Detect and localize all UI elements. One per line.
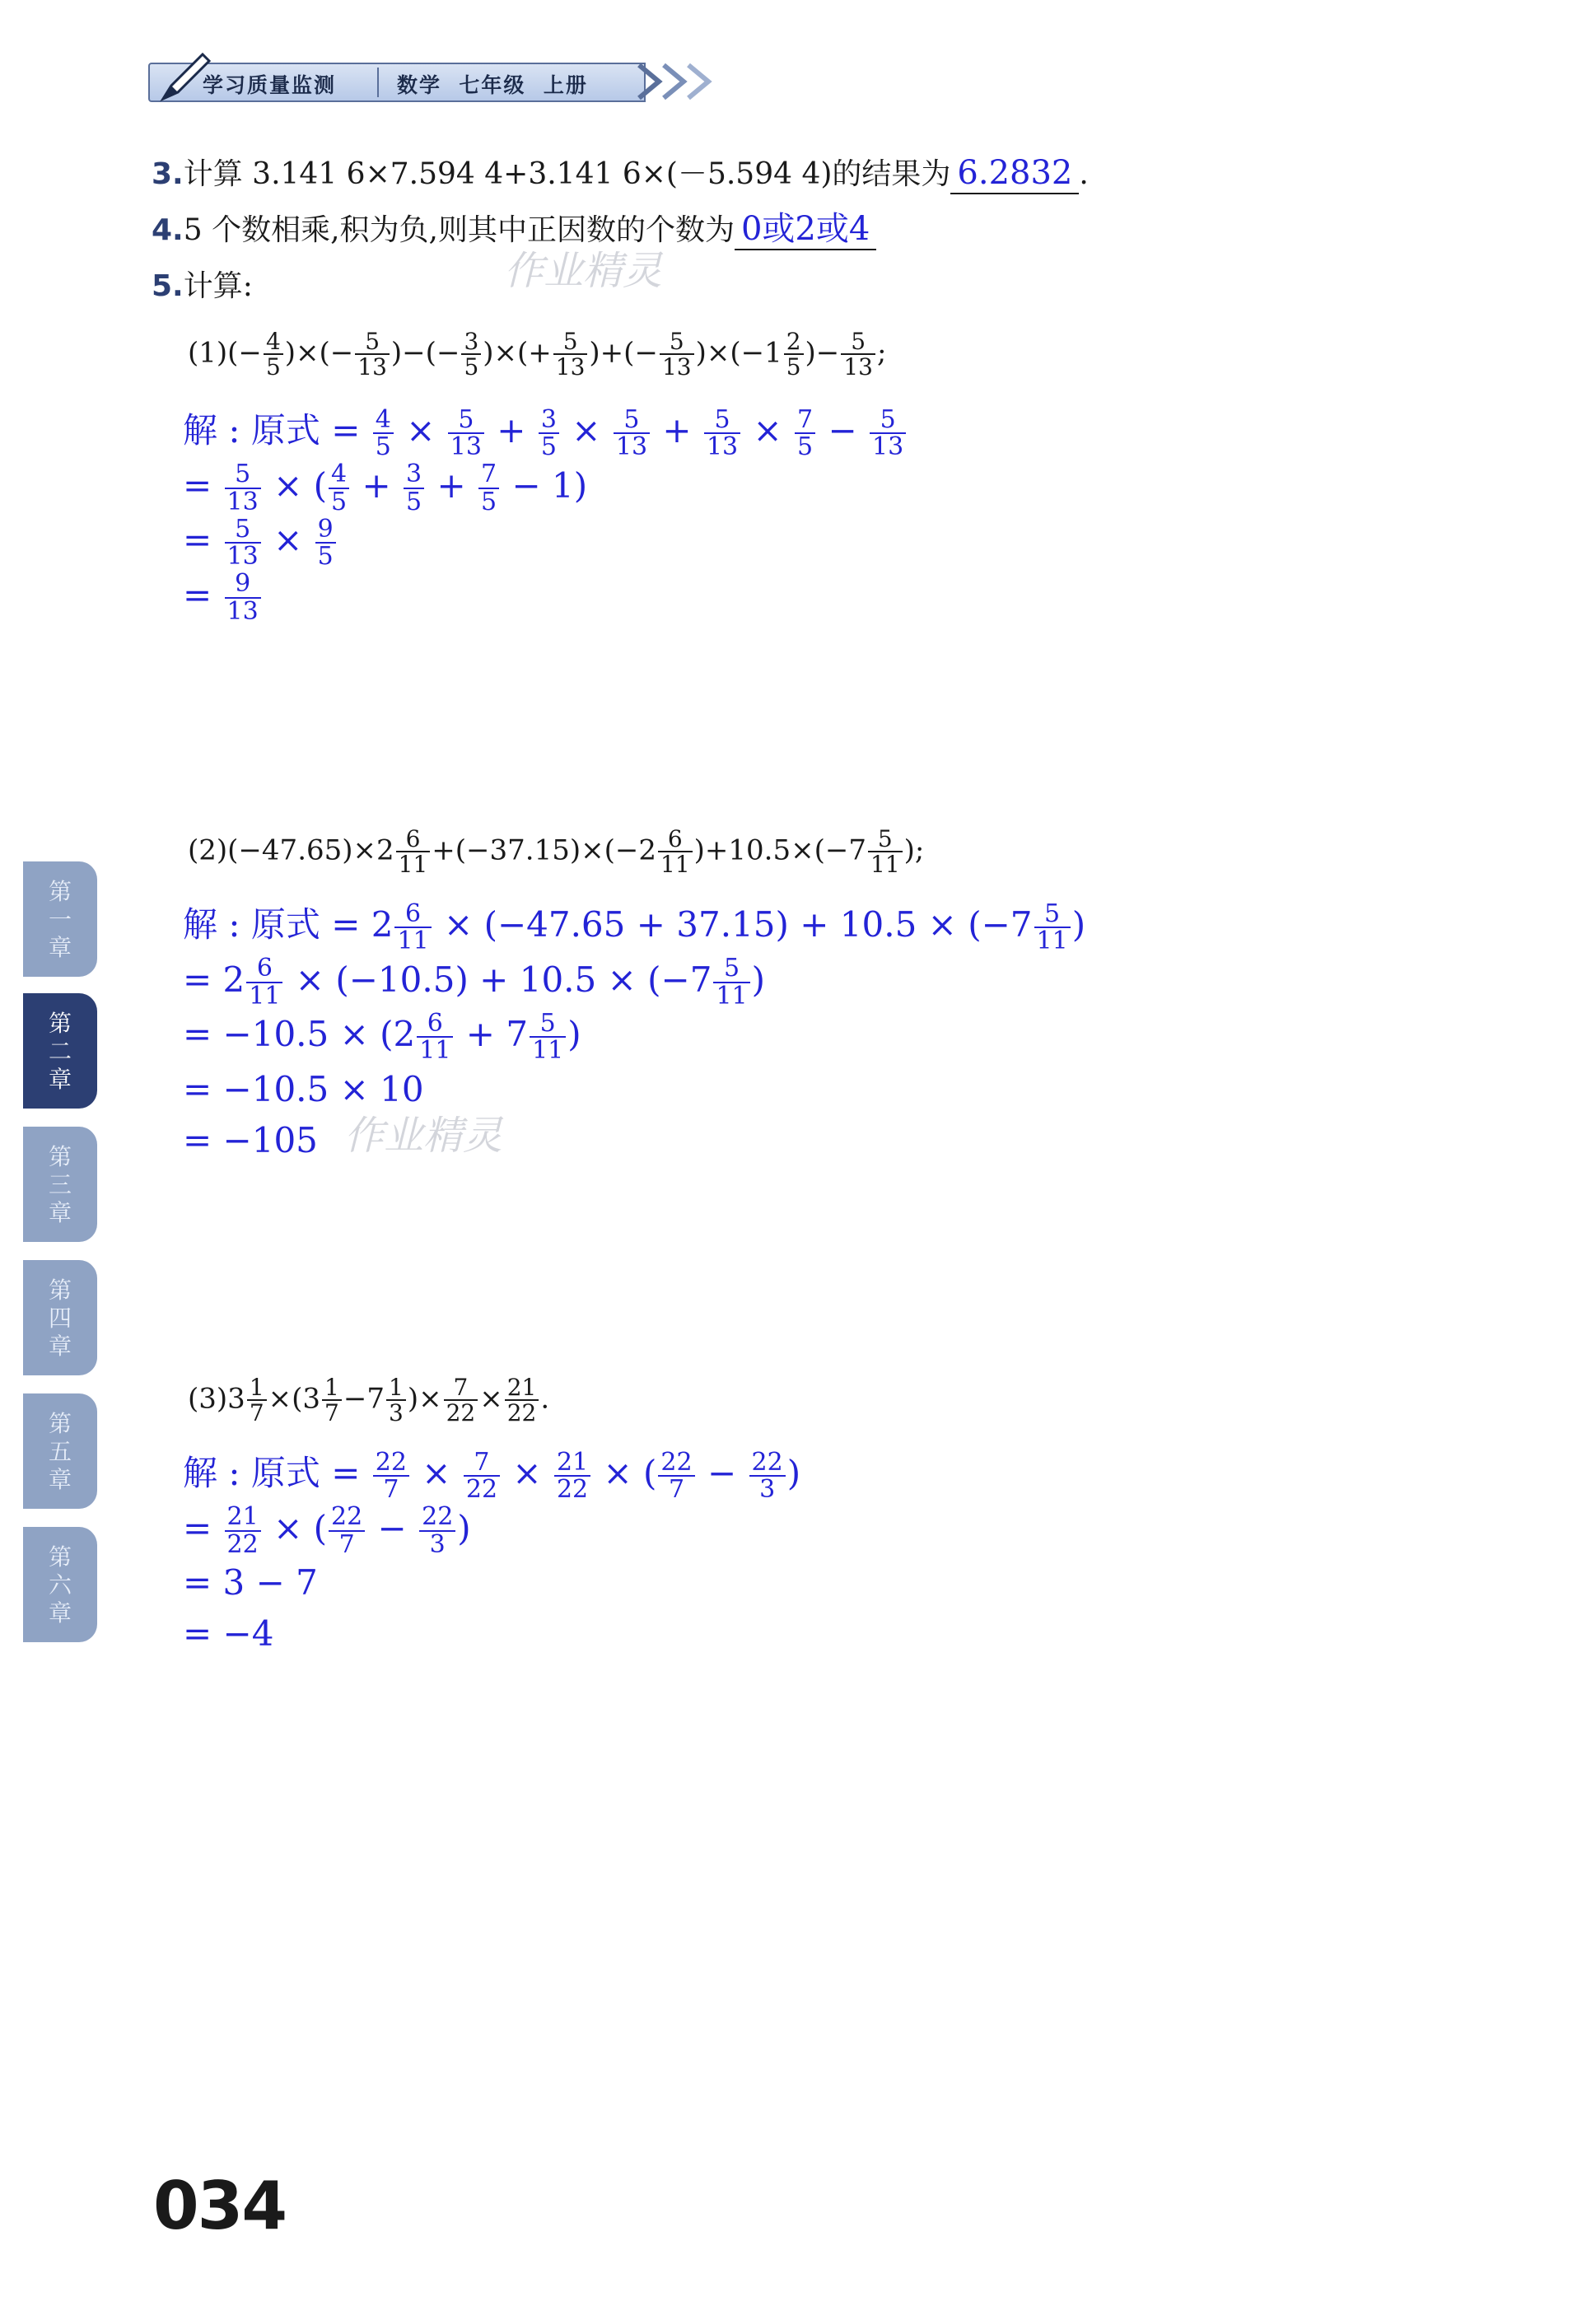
chapter-tab-3[interactable] [23,1127,97,1242]
tab-char: 章 [48,1199,72,1226]
problem-3-solution [183,1448,800,1659]
chapter-tab-6[interactable] [23,1527,97,1642]
tab-char: 章 [48,1066,72,1093]
tab-char: 第 [48,1410,72,1437]
answer: 0或2或4 [735,209,876,250]
problem-label: (3) [188,1382,228,1416]
tab-char: 第 [48,1010,72,1037]
tab-char: 六 [48,1571,72,1599]
chapter-tab-1[interactable] [23,861,97,977]
solution-prefix: 解 : 原式 = [183,1453,361,1493]
question-3 [152,153,1089,194]
tab-char: 三 [48,1171,72,1198]
solution-line: = $\frac{21}{22}$ × ( $\frac{22}{7}$ − $\frac{22}{3}$ ) [183,1502,471,1559]
header-banner [148,63,646,102]
problem-label: (2) [188,833,228,867]
problem-label: (1) [188,336,228,370]
question-number: 3. [152,157,184,191]
problem-1-solution [183,405,908,624]
problem-2-expression: (2)(−47.65)×2 $\frac{6}{11}$ +(−37.15)×(−2 $\frac{6}{11}$ )+10.5×(−7 $\frac{5}{11}$ ); [188,825,925,879]
header-divider [377,68,379,97]
watermark: 作业精灵 [344,1113,503,1159]
solution-line: = −4 [183,1613,274,1654]
solution-prefix: 解 : 原式 = [183,410,361,450]
solution-line: = −10.5 × (2 $\frac{6}{11}$ + 7 $\frac{5}{11}$ ) [183,1008,581,1065]
solution-line: 解 : 原式 = $\frac{22}{7}$ × $\frac{7}{22}$ × $\frac{21}{22}$ × ( $\frac{22}{7}$ − $\frac{22}{3}$ ) [183,1447,801,1504]
solution-line: 解 : 原式 = 2 $\frac{6}{11}$ × (−47.65 + 37.15) + 10.5 × (−7 $\frac{5}{11}$ ) [183,899,1086,955]
question-number: 5. [152,269,184,303]
tab-char: 章 [48,934,72,961]
pen-icon [156,49,214,107]
tab-char: 二 [48,1038,72,1065]
problem-1-expression: (1)(− $\frac{4}{5}$ )×(− $\frac{5}{13}$ )−(− $\frac{3}{5}$ )×(+ $\frac{5}{13}$ )+(− $\frac{5}{13}$ )×(−1 $\frac{2}{5}$ )− $\frac{5}{13}$ ; [188,328,887,381]
question-text: 计算 3.141 6×7.594 4+3.141 6×(－5.594 4)的结果为 [183,157,951,191]
problem-3-expression: (3)3 $\frac{1}{7}$ ×(3 $\frac{1}{7}$ −7 $\frac{1}{3}$ )× $\frac{7}{22}$ × $\frac{21}{22}$ . [188,1374,550,1427]
tab-char: 四 [48,1305,72,1332]
solution-prefix: 解 : 原式 = [183,904,361,945]
solution-line: = 3 − 7 [183,1562,318,1603]
chapter-tab-2[interactable] [23,993,97,1109]
watermark: 作业精灵 [504,248,663,294]
problem-2-solution [183,899,1085,1166]
tab-char: 一 [48,906,72,933]
solution-line: = $\frac{9}{13}$ [183,570,908,625]
header-subject: 数学 七年级 上册 [397,73,588,97]
page-header [148,56,725,107]
question-text: 计算: [183,269,253,303]
question-number: 4. [152,213,184,247]
tab-char: 第 [48,1143,72,1170]
tab-char: 五 [48,1438,72,1465]
tab-char: 第 [48,1277,72,1304]
question-text: 5 个数相乘,积为负,则其中正因数的个数为 [183,213,735,247]
tab-char: 第 [48,1543,72,1571]
question-5 [152,267,253,306]
page-number: 034 [153,2168,286,2244]
solution-line: = −10.5 × 10 [183,1068,424,1109]
tab-char: 第 [48,878,72,905]
solution-line: = $\frac{5}{13}$ × $\frac{9}{5}$ [183,515,908,570]
solution-line: = −105 [183,1119,318,1160]
chevron-arrows-icon [634,61,733,102]
tab-char: 章 [48,1333,72,1360]
chapter-tab-4[interactable] [23,1260,97,1375]
solution-line: = $\frac{5}{13}$ × ( $\frac{4}{5}$ + $\frac{3}{5}$ + $\frac{7}{5}$ − 1) [183,460,588,516]
answer: 6.2832 [950,153,1079,194]
tab-char: 章 [48,1599,72,1627]
chapter-tab-5[interactable] [23,1393,97,1509]
tab-char: 章 [48,1466,72,1493]
solution-line: 解 : 原式 = $\frac{4}{5}$ × $\frac{5}{13}$ + $\frac{3}{5}$ × $\frac{5}{13}$ + $\frac{5}{13}$ × $\frac{7}{5}$ − $\frac{5}{13}$ [183,405,908,460]
header-title: 学习质量监测 [203,73,337,97]
solution-line: = 2 $\frac{6}{11}$ × (−10.5) + 10.5 × (−7 $\frac{5}{11}$ ) [183,954,766,1011]
period: . [1079,157,1089,191]
